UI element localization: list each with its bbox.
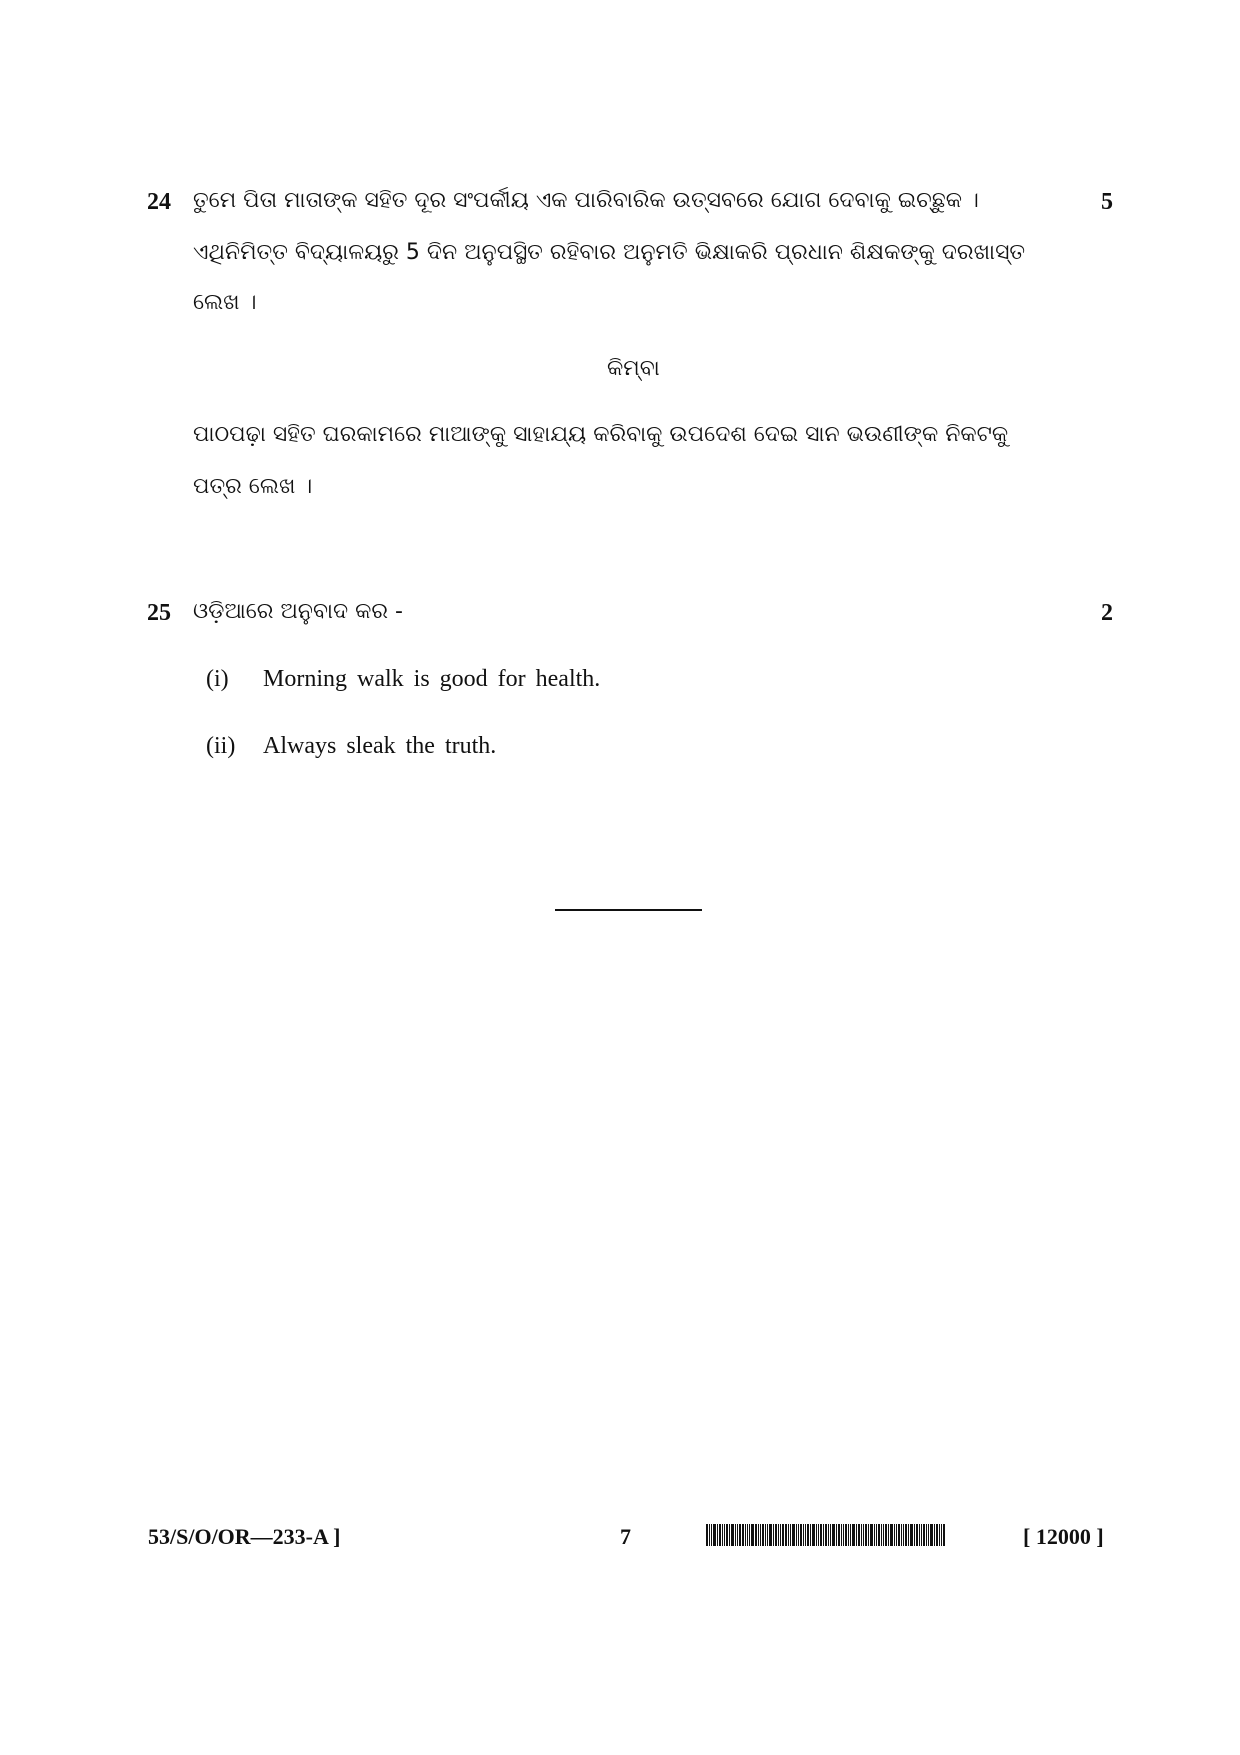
item-text: Morning walk is good for health. xyxy=(263,666,601,692)
barcode-bar xyxy=(901,1524,902,1546)
barcode-bar xyxy=(762,1524,764,1546)
barcode-bar xyxy=(830,1524,831,1546)
barcode-bar xyxy=(856,1524,857,1546)
barcode-bar xyxy=(852,1524,855,1546)
barcode-bar xyxy=(792,1524,795,1546)
barcode-bar xyxy=(796,1524,797,1546)
barcode-bar xyxy=(800,1524,802,1546)
barcode-bar xyxy=(765,1524,766,1546)
barcode-bar xyxy=(812,1524,815,1546)
barcode-bar xyxy=(923,1524,925,1546)
barcode-bar xyxy=(816,1524,817,1546)
question-line: ତୁମେ ପିତା ମାତାଙ୍କ ସହିତ ଦୂର ସଂପର୍କୀୟ ଏକ ପାରିବାରିକ ଉତ୍ସବରେ ଯୋଗ ଦେବାକୁ ଇଚ୍ଛୁକ । xyxy=(193,188,979,213)
barcode-bar xyxy=(914,1524,915,1546)
barcode-bar xyxy=(905,1524,907,1546)
barcode-bar xyxy=(820,1524,822,1546)
barcode-bar xyxy=(767,1524,768,1546)
barcode-bar xyxy=(885,1524,887,1546)
barcode-bar xyxy=(870,1524,873,1546)
barcode-bar xyxy=(735,1524,736,1546)
or-label: କିମ୍ବା xyxy=(607,356,660,381)
item-text: Always sleak the truth. xyxy=(263,733,497,759)
question-line: ଏଥିନିମିତ୍ତ ବିଦ୍ୟାଳୟରୁ 5 ଦିନ ଅନୁପସ୍ଥିତ ରହିବାର ଅନୁମତି ଭିକ୍ଷାକରି ପ୍ରଧାନ ଶିକ୍ଷକଙ୍କୁ ଦରଖାସ୍ତ xyxy=(193,240,1026,265)
barcode-bar xyxy=(717,1524,718,1546)
barcode-bar xyxy=(894,1524,895,1546)
barcode-bar xyxy=(745,1524,746,1546)
barcode-bar xyxy=(769,1524,772,1546)
barcode-bar xyxy=(828,1524,829,1546)
item-label: (ii) xyxy=(206,733,236,759)
barcode-bar xyxy=(868,1524,869,1546)
barcode-bar xyxy=(788,1524,789,1546)
barcode-bar xyxy=(838,1524,840,1546)
barcode-bar xyxy=(939,1524,940,1546)
barcode-bar xyxy=(926,1524,927,1546)
barcode-bar xyxy=(719,1524,721,1546)
barcode-bar xyxy=(910,1524,913,1546)
barcode-bar xyxy=(731,1524,734,1546)
barcode-bar xyxy=(890,1524,893,1546)
barcode-bar xyxy=(888,1524,889,1546)
barcode-bar xyxy=(709,1524,710,1546)
item-label: (i) xyxy=(206,666,229,692)
barcode-bar xyxy=(836,1524,837,1546)
question-number: 24 xyxy=(147,189,171,215)
barcode-bar xyxy=(941,1524,942,1546)
barcode-bar xyxy=(921,1524,922,1546)
barcode-bar xyxy=(790,1524,791,1546)
barcode-bar xyxy=(706,1524,708,1546)
copy-count: [ 12000 ] xyxy=(1023,1524,1104,1549)
barcode-bar xyxy=(742,1524,744,1546)
barcode-bar xyxy=(780,1524,781,1546)
barcode-bar xyxy=(908,1524,909,1546)
alternative-line: ପାଠପଢ଼ା ସହିତ ଘରକାମରେ ମାଆଙ୍କୁ ସାହାଯ୍ୟ କରିବାକୁ ଉପଦେଶ ଦେଇ ସାନ ଭଉଣୀଙ୍କ ନିକଟକୁ xyxy=(193,422,1009,447)
question-marks: 2 xyxy=(1101,600,1113,626)
barcode-bar xyxy=(773,1524,774,1546)
barcode-bar xyxy=(881,1524,882,1546)
barcode-bar xyxy=(865,1524,867,1546)
barcode-bar xyxy=(724,1524,725,1546)
barcode-bar xyxy=(713,1524,716,1546)
barcode-bar xyxy=(755,1524,757,1546)
barcode-bar xyxy=(934,1524,935,1546)
barcode-bar xyxy=(778,1524,779,1546)
barcode-bar xyxy=(785,1524,787,1546)
barcode-bar xyxy=(825,1524,827,1546)
barcode-bar xyxy=(751,1524,754,1546)
question-number: 25 xyxy=(147,600,171,626)
barcode-bar xyxy=(848,1524,849,1546)
barcode-bar xyxy=(858,1524,860,1546)
question-line: ଲେଖ । xyxy=(193,290,257,315)
barcode-bar xyxy=(807,1524,809,1546)
barcode-bar xyxy=(818,1524,819,1546)
barcode-bar xyxy=(874,1524,875,1546)
barcode-bar xyxy=(832,1524,835,1546)
barcode-bar xyxy=(758,1524,759,1546)
barcode-bar xyxy=(737,1524,738,1546)
barcode-bar xyxy=(803,1524,804,1546)
barcode-bar xyxy=(896,1524,897,1546)
question-instruction: ଓଡ଼ିଆରେ ଅନୁବାଦ କର - xyxy=(193,599,403,624)
question-marks: 5 xyxy=(1101,189,1113,215)
barcode xyxy=(706,1524,1004,1546)
barcode-bar xyxy=(863,1524,864,1546)
barcode-bar xyxy=(936,1524,938,1546)
barcode-bar xyxy=(775,1524,777,1546)
barcode-bar xyxy=(760,1524,761,1546)
alternative-line: ପତ୍ର ଲେଖ । xyxy=(193,474,313,499)
barcode-bar xyxy=(845,1524,847,1546)
end-rule xyxy=(555,909,702,911)
barcode-bar xyxy=(711,1524,712,1546)
barcode-bar xyxy=(782,1524,784,1546)
barcode-bar xyxy=(810,1524,811,1546)
barcode-bar xyxy=(722,1524,723,1546)
barcode-bar xyxy=(841,1524,842,1546)
page-number: 7 xyxy=(620,1524,631,1549)
barcode-bar xyxy=(876,1524,877,1546)
barcode-bar xyxy=(861,1524,862,1546)
barcode-bar xyxy=(878,1524,880,1546)
barcode-bar xyxy=(726,1524,728,1546)
barcode-bar xyxy=(943,1524,945,1546)
barcode-bar xyxy=(903,1524,904,1546)
barcode-bar xyxy=(729,1524,730,1546)
barcode-bar xyxy=(850,1524,851,1546)
barcode-bar xyxy=(930,1524,933,1546)
barcode-bar xyxy=(916,1524,918,1546)
barcode-bar xyxy=(919,1524,920,1546)
barcode-bar xyxy=(798,1524,799,1546)
barcode-bar xyxy=(883,1524,884,1546)
barcode-bar xyxy=(739,1524,741,1546)
barcode-bar xyxy=(749,1524,750,1546)
barcode-bar xyxy=(898,1524,900,1546)
barcode-bar xyxy=(843,1524,844,1546)
barcode-bar xyxy=(823,1524,824,1546)
barcode-bar xyxy=(747,1524,748,1546)
paper-code: 53/S/O/OR—233-A ] xyxy=(148,1524,341,1549)
barcode-bar xyxy=(928,1524,929,1546)
barcode-bar xyxy=(805,1524,806,1546)
